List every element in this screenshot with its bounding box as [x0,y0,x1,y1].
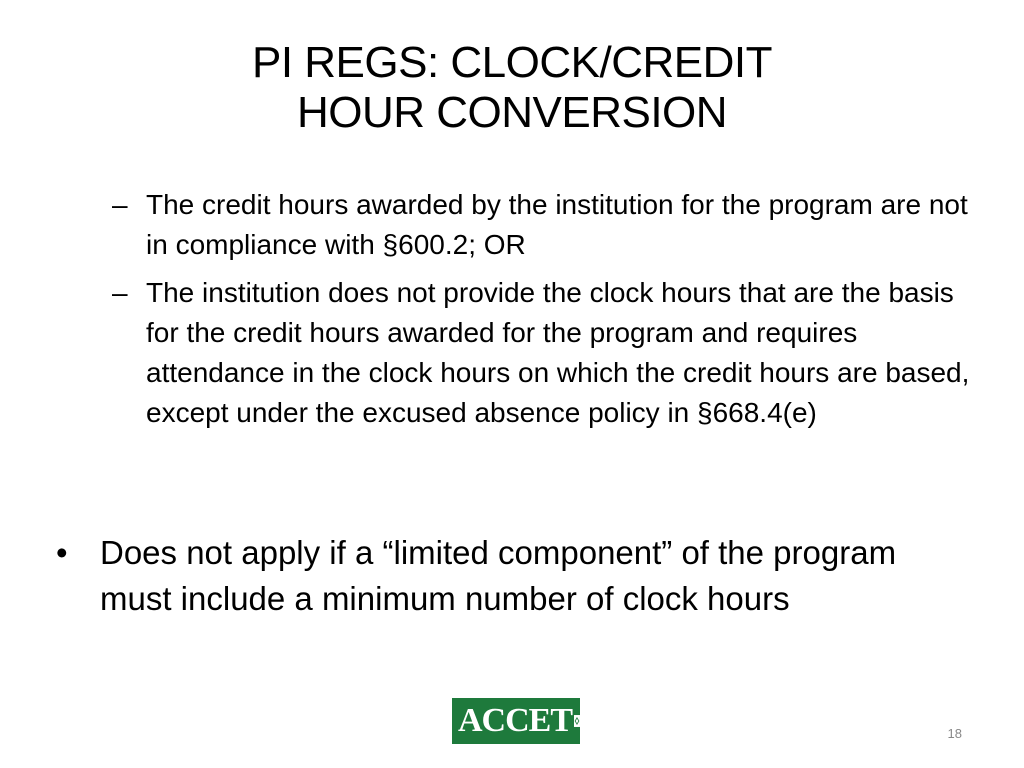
main-bullet-text: Does not apply if a “limited component” of the program must include a minimum number of clock hours [100,534,897,617]
main-bullet-item [56,530,936,622]
dash-icon: – [112,277,128,308]
dash-icon: – [112,189,128,220]
title-line-1: PI REGS: CLOCK/CREDIT [251,38,773,87]
sub-bullet-list [112,185,972,441]
slide-title [100,38,924,138]
accet-logo [452,698,580,744]
bullet-icon: • [56,534,68,571]
logo-text: ACCET [458,702,573,739]
diamond-mark-icon [574,703,580,739]
page-number: 18 [947,726,962,741]
sub-bullet-item [112,273,972,433]
sub-bullet-text: The credit hours awarded by the institution for the program are not in compliance with §600.2; OR [146,189,968,260]
main-bullet-list [56,530,936,622]
sub-bullet-text: The institution does not provide the clock hours that are the basis for the credit hours awarded for the program and requires attendance in the clock hours on which the credit hours are based, except under the excused absence policy in §668.4(e) [146,277,970,428]
title-line-2: HOUR CONVERSION [296,88,728,137]
sub-bullet-item [112,185,972,265]
